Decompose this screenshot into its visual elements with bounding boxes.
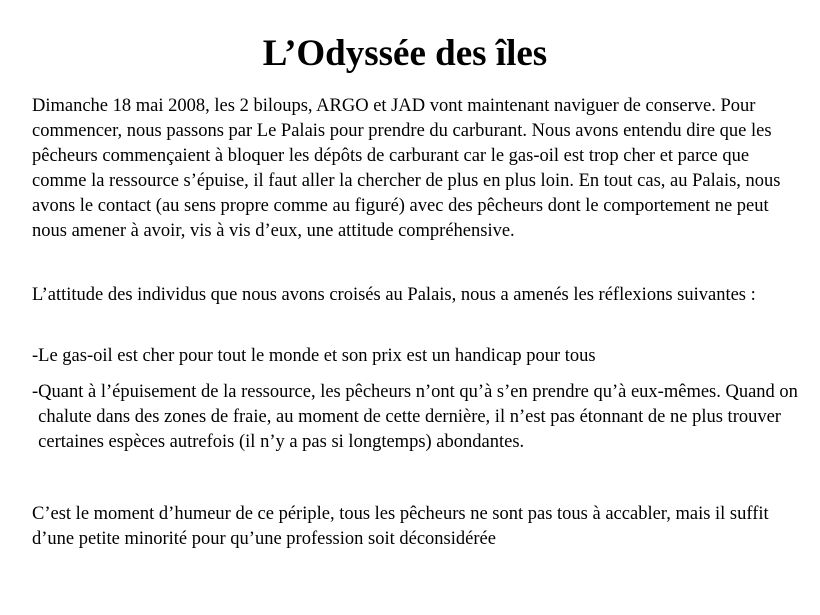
reflection-intro-paragraph: L’attitude des individus que nous avons croisés au Palais, nous a amenés les réflexions suivantes : (32, 285, 756, 305)
page-title: L’Odyssée des îles (262, 33, 548, 74)
bullet-item-fuel-price (32, 344, 802, 369)
bullet-dash: - (32, 346, 39, 366)
bullet-dash: - (32, 382, 39, 402)
bullet-text: Quant à l’épuisement de la ressource, les pêcheurs n’ont qu’à s’en prendre qu’à eux-mêmes. Quand on chalute dans des zones de fraie, au moment de cette dernière, il n’est pas étonnant de ne plus trouver certaines espèces autrefois (il n’y a pas si longtemps) abondantes. (38, 382, 798, 452)
bullet-item-resource-depletion (32, 380, 802, 455)
closing-paragraph: C’est le moment d’humeur de ce périple, tous les pêcheurs ne sont pas tous à accabler, mais il suffit d’une petite minorité pour qu’une profession soit déconsidérée (32, 504, 769, 549)
bullet-text: Le gas-oil est cher pour tout le monde et son prix est un handicap pour tous (38, 346, 596, 366)
intro-paragraph: Dimanche 18 mai 2008, les 2 biloups, ARGO et JAD vont maintenant naviguer de conserve. Pour commencer, nous passons par Le Palais pour prendre du carburant. Nous avons entendu dire que les pêcheurs commençaient à bloquer les dépôts de carburant car le gas-oil est trop cher et parce que comme la ressource s’épuise, il faut aller la chercher de plus en plus loin. En tout cas, au Palais, nous avons le contact (au sens propre comme au figuré) avec des pêcheurs dont le comportement ne peut nous amener à avoir, vis à vis d’eux, une attitude compréhensive. (32, 96, 781, 241)
